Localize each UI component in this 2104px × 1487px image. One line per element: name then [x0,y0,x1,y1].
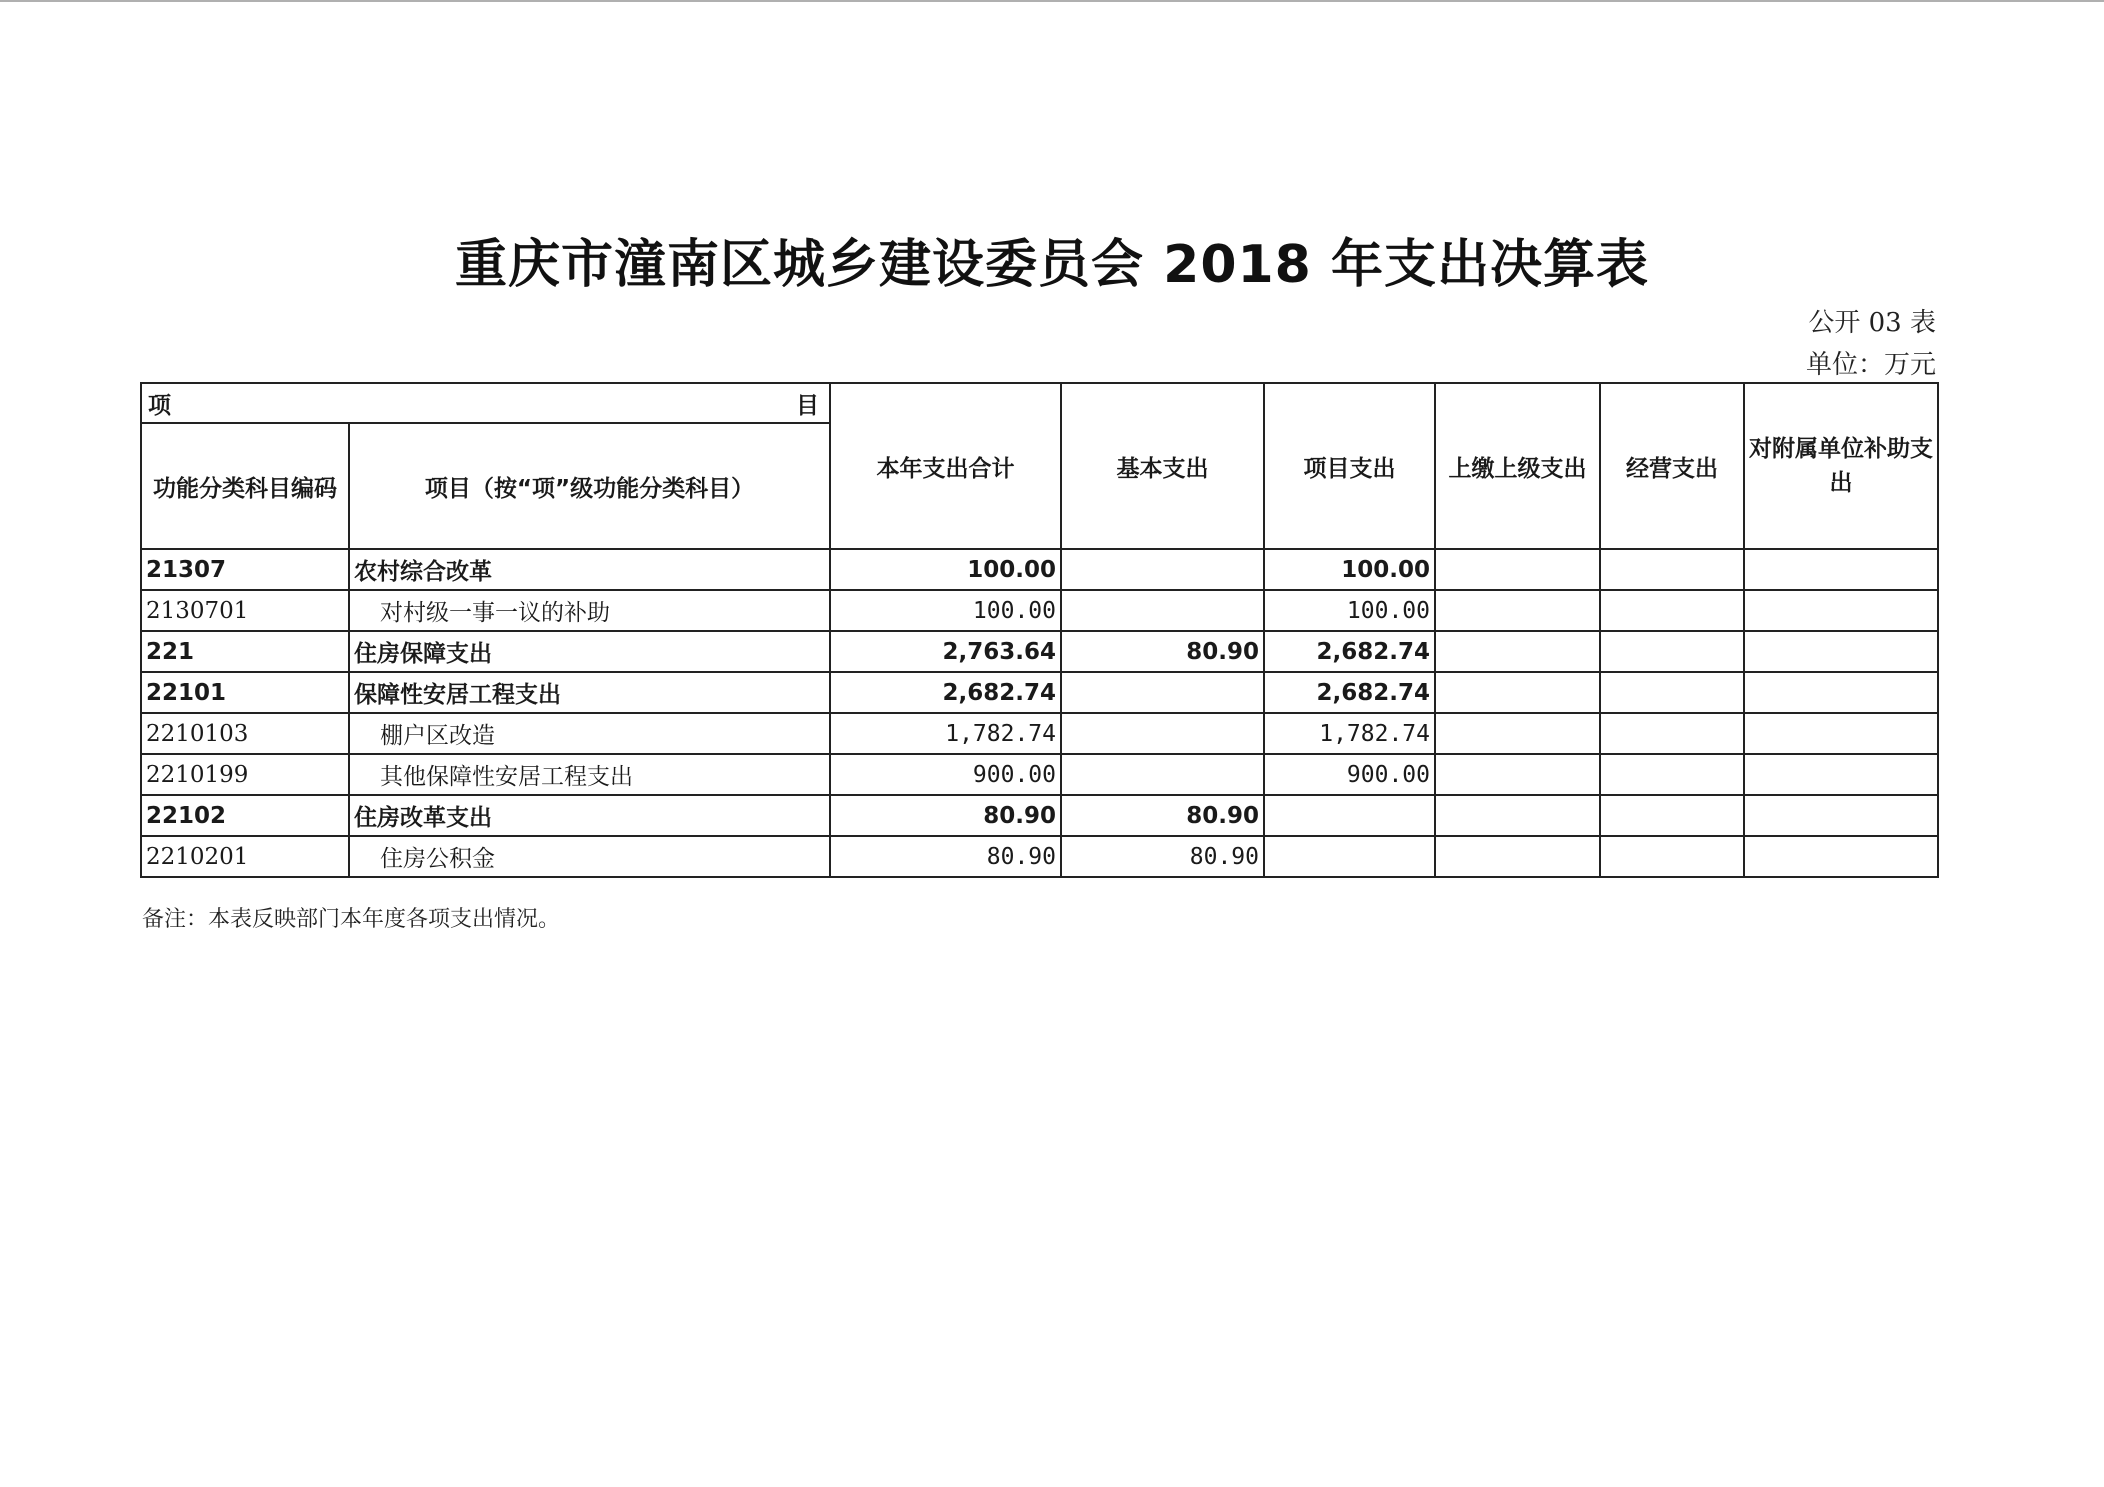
document-title: 重庆市潼南区城乡建设委员会 2018 年支出决算表 [455,235,1649,295]
cell-project: 100.00 [1264,590,1435,631]
cell-upper [1435,631,1600,672]
table-code-label: 公开 03 表 [1808,308,1936,338]
cell-code: 221 [141,631,349,672]
table-row [141,795,1938,836]
cell-upper [1435,713,1600,754]
cell-project [1264,836,1435,877]
project-header-right: 目 [796,392,819,419]
cell-operating [1600,795,1744,836]
cell-code: 2210199 [141,754,349,795]
cell-name: 农村综合改革 [349,549,830,590]
cell-operating [1600,590,1744,631]
cell-subsidy [1744,754,1938,795]
cell-total: 2,763.64 [830,631,1061,672]
cell-operating [1600,672,1744,713]
cell-subsidy [1744,836,1938,877]
cell-basic [1061,713,1264,754]
header-project: 项目支出 [1264,383,1435,549]
cell-name: 其他保障性安居工程支出 [349,754,830,795]
cell-upper [1435,590,1600,631]
cell-basic [1061,549,1264,590]
cell-name: 对村级一事一议的补助 [349,590,830,631]
table-row [141,713,1938,754]
cell-total: 80.90 [830,836,1061,877]
cell-basic: 80.90 [1061,836,1264,877]
cell-total: 100.00 [830,549,1061,590]
cell-upper [1435,549,1600,590]
cell-upper [1435,795,1600,836]
table-row [141,836,1938,877]
cell-total: 900.00 [830,754,1061,795]
header-basic: 基本支出 [1061,383,1264,549]
cell-total: 1,782.74 [830,713,1061,754]
header-total: 本年支出合计 [830,383,1061,549]
cell-code: 2210103 [141,713,349,754]
cell-basic [1061,590,1264,631]
project-header-left: 项 [148,392,171,419]
cell-operating [1600,549,1744,590]
cell-basic: 80.90 [1061,795,1264,836]
cell-project: 1,782.74 [1264,713,1435,754]
cell-operating [1600,713,1744,754]
cell-name: 保障性安居工程支出 [349,672,830,713]
cell-subsidy [1744,631,1938,672]
page-top-rule [0,0,2104,2]
header-subsidy: 对附属单位补助支出 [1744,383,1938,549]
footnote: 备注：本表反映部门本年度各项支出情况。 [142,907,561,932]
cell-upper [1435,836,1600,877]
cell-project: 100.00 [1264,549,1435,590]
cell-name: 住房公积金 [349,836,830,877]
cell-upper [1435,672,1600,713]
cell-name: 住房保障支出 [349,631,830,672]
cell-project: 2,682.74 [1264,631,1435,672]
header-code: 功能分类科目编码 [141,423,349,549]
table-row [141,590,1938,631]
expenditure-table [140,382,1939,878]
table-row [141,672,1938,713]
cell-code: 2210201 [141,836,349,877]
cell-basic: 80.90 [1061,631,1264,672]
cell-operating [1600,754,1744,795]
cell-subsidy [1744,713,1938,754]
header-name: 项目（按“项”级功能分类科目） [349,423,830,549]
cell-code: 2130701 [141,590,349,631]
cell-code: 22102 [141,795,349,836]
header-upper: 上缴上级支出 [1435,383,1600,549]
cell-project: 2,682.74 [1264,672,1435,713]
cell-subsidy [1744,795,1938,836]
cell-project: 900.00 [1264,754,1435,795]
cell-basic [1061,672,1264,713]
unit-label: 单位：万元 [1805,350,1936,380]
cell-project [1264,795,1435,836]
cell-name: 棚户区改造 [349,713,830,754]
header-row-top [141,383,1938,423]
cell-subsidy [1744,590,1938,631]
table-row [141,754,1938,795]
cell-total: 100.00 [830,590,1061,631]
cell-name: 住房改革支出 [349,795,830,836]
cell-operating [1600,836,1744,877]
cell-subsidy [1744,672,1938,713]
cell-code: 22101 [141,672,349,713]
project-group-header [141,383,830,423]
cell-upper [1435,754,1600,795]
cell-total: 80.90 [830,795,1061,836]
cell-total: 2,682.74 [830,672,1061,713]
cell-code: 21307 [141,549,349,590]
cell-basic [1061,754,1264,795]
table-row [141,549,1938,590]
cell-subsidy [1744,549,1938,590]
table-body [141,549,1938,877]
cell-operating [1600,631,1744,672]
header-operating: 经营支出 [1600,383,1744,549]
table-row [141,631,1938,672]
